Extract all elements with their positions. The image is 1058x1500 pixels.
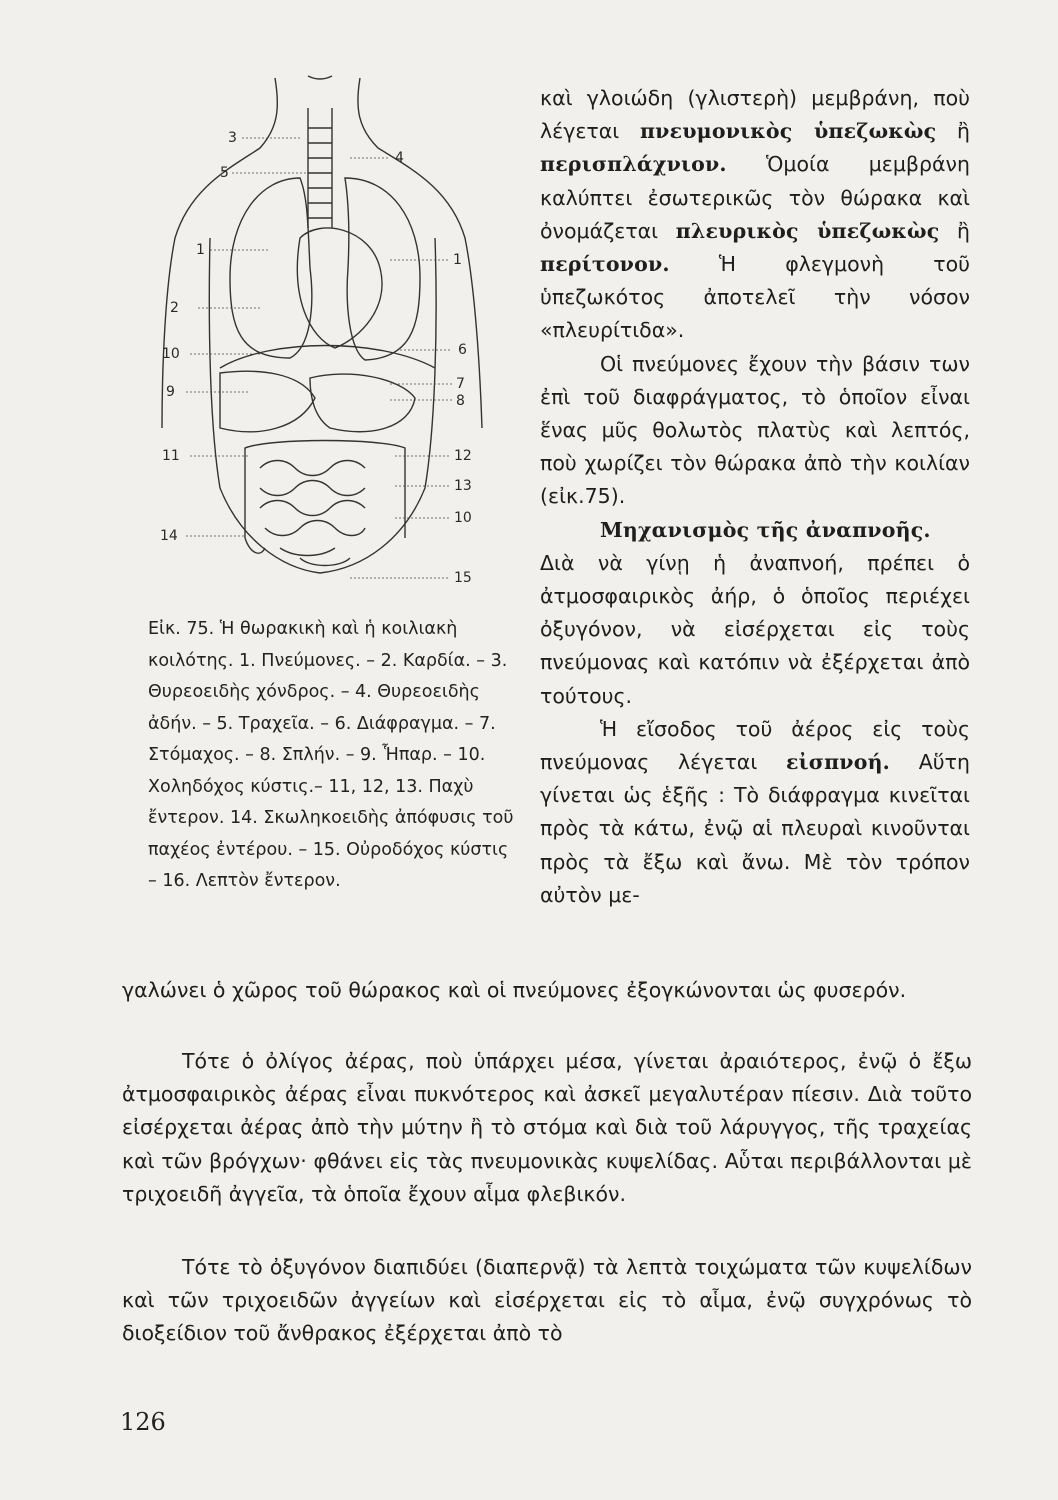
bold-term: πνευμονικὸς ὑπεζωκὼς [639,119,937,144]
bold-term: περισπλάχνιον. [540,152,727,177]
paragraph: Τότε ὁ ὀλίγος ἀέρας, ποὺ ὑπάρχει μέσα, γίνεται ἀραιότερος, ἐνῷ ὁ ἔξω ἀτμοσφαιρικὸς ἀέρας εἶναι πυκνότερος καὶ ἀσκεῖ μεγαλυτέραν πίεσιν. Διὰ τοῦτο εἰσέρχεται ἀέρας ἀπὸ τὴν μύτην ἢ τὸ στόμα καὶ διὰ τοῦ λάρυγγος, τῆς τραχείας καὶ τῶν βρόγχων· φθάνει εἰς τὰς πνευμονικὰς κυψελίδας. Αὗται περιβάλλονται μὲ τριχοειδῆ ἀγγεῖα, τὰ ὁποῖα ἔχουν αἷμα φλεβικόν. [122,1049,972,1206]
figure-label: 13 [454,478,472,494]
torso-diagram [150,68,510,608]
paragraph: Τότε τὸ ὀξυγόνον διαπιδύει (διαπερνᾷ) τὰ λεπτὰ τοιχώματα τῶν κυψελίδων καὶ τῶν τριχοειδῶν ἀγγείων καὶ εἰσέρχεται εἰς τὸ αἷμα, ἐνῷ συγχρόνως τὸ διοξείδιον τοῦ ἄνθρακος ἐξέρχεται ἀπὸ τὸ [122,1255,972,1346]
figure-label: 12 [454,448,472,464]
figure-label: 10 [162,346,180,362]
bold-term: πλευρικὸς ὑπεζωκὼς [675,218,940,243]
paragraph: Οἱ πνεύμονες ἔχουν τὴν βάσιν των ἐπὶ τοῦ διαφράγματος, τὸ ὁποῖον εἶναι ἕνας μῦς θολωτὸς πλατὺς καὶ λεπτός, ποὺ χωρίζει τὸν θώρακα ἀπὸ τὴν κοιλίαν (εἰκ.75). [540,351,970,509]
figure-label: 11 [162,448,180,464]
figure-label: 2 [170,300,179,316]
figure-label: 9 [166,384,175,400]
figure-caption: Εἰκ. 75. Ἡ θωρακικὴ καὶ ἡ κοιλιακὴ κοιλότης. 1. Πνεύμονες. – 2. Καρδία. – 3. Θυρεοειδὴς χόνδρος. – 4. Θυρεοειδὴς ἀδήν. – 5. Τραχεῖα. – 6. Διάφραγμα. – 7. Στόμαχος. – 8. Σπλήν. – 9. Ἧπαρ. – 10. Χοληδόχος κύστις.– 11, 12, 13. Παχὺ ἔντερον. 14. Σκωληκοειδὴς ἀπόφυσις τοῦ παχέος ἐντέρου. – 15. Οὐροδόχος κύστις – 16. Λεπτὸν ἔντερον. [148,619,514,891]
figure-label: 1 [453,252,462,268]
right-column [540,82,970,912]
paragraph: Ἡ εἴσοδος τοῦ ἀέρος εἰς τοὺς πνεύμονας λέγεται εἰσπνοή. Αὕτη γίνεται ὡς ἑξῆς : Τὸ διάφραγμα κινεῖται πρὸς τὰ κάτω, ἐνῷ αἱ πλευραὶ κινοῦνται πρὸς τὰ ἔξω καὶ ἄνω. Μὲ τὸν τρόπον αὐτὸν με- [540,716,970,907]
figure-label: 15 [454,570,472,586]
bold-term: εἰσπνοή. [785,750,891,775]
figure-label: 6 [458,342,467,358]
bold-term: περίτονον. [540,252,670,277]
paragraph: γαλώνει ὁ χῶρος τοῦ θώρακος καὶ οἱ πνεύμονες ἐξογκώνονται ὡς φυσερόν. [122,978,907,1002]
figure-label: 7 [456,376,465,392]
figure-label: 10 [454,510,472,526]
anatomy-figure [150,68,510,608]
paragraph: Διὰ νὰ γίνῃ ἡ ἀναπνοή, πρέπει ὁ ἀτμοσφαιρικὸς ἀήρ, ὁ ὁποῖος περιέχει ὀξυγόνον, νὰ εἰσέρχεται εἰς τοὺς πνεύμονας καὶ κατόπιν νὰ ἐξέρχεται ἀπὸ τούτους. [540,550,970,708]
section-heading: Μηχανισμὸς τῆς ἀναπνοῆς. [600,517,931,542]
figure-label: 5 [220,165,229,181]
figure-label: 3 [228,130,237,146]
paragraph: καὶ γλοιώδη (γλιστερὴ) μεμβράνη, ποὺ λέγεται πνευμονικὸς ὑπεζωκὼς ἢ περισπλάχνιον. Ὁμοία μεμβράνη καλύπτει ἐσωτερικῶς τὸν θώρακα καὶ ὀνομάζεται πλευρικὸς ὑπεζωκὼς ἢ περίτονον. Ἡ φλεγμονὴ τοῦ ὑπεζωκότος ἀποτελεῖ τὴν νόσον «πλευρίτιδα». [540,86,970,343]
figure-label: 8 [456,393,465,409]
figure-label: 14 [160,528,178,544]
figure-label: 4 [395,150,404,166]
figure-label: 1 [196,242,205,258]
page-number: 126 [120,1408,166,1436]
